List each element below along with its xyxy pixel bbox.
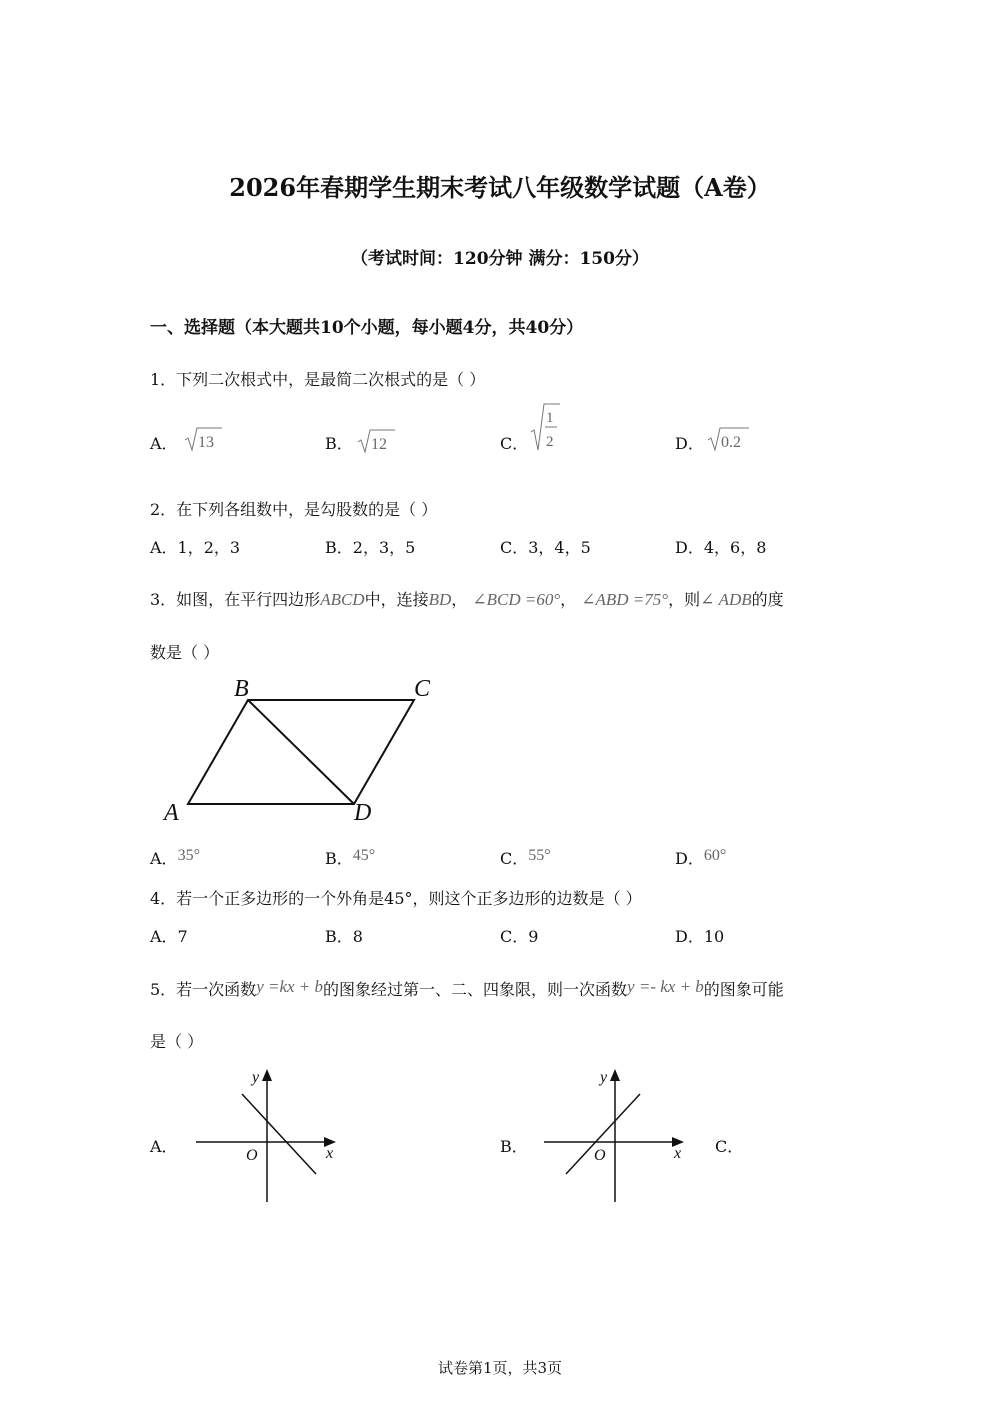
q4-option-c: C．9 [500,927,539,946]
math-angle-abd: ∠ABD =75° [581,590,669,609]
q1-option-d-radical [707,424,751,454]
q1-option-d [675,431,704,454]
origin-label: O [594,1147,606,1164]
option-label: D． [675,434,704,453]
option-value: 45° [352,847,376,864]
stem-text: ，则 [668,590,701,609]
question-3-stem [150,587,784,610]
question-1-stem: 1．下列二次根式中，是最简二次根式的是（ ） [150,370,486,389]
question-2-stem: 2．在下列各组数中，是勾股数的是（ ） [150,500,438,519]
q2-option-a: A．1，2，3 [150,538,241,557]
stem-text: 中，连接 [364,590,429,609]
q1-option-c [500,431,528,454]
q1-option-b-radical [357,426,397,456]
q1-option-c-radical-fraction [530,402,562,454]
vertex-d-label: D [354,800,372,826]
x-axis-label: x [674,1145,682,1162]
fraction-denominator: 2 [546,434,554,450]
q5-option-b-graph [538,1064,698,1209]
page-footer: 试卷第1页，共3页 [437,1359,563,1377]
radicand: 0.2 [721,434,741,451]
radicand: 13 [198,434,214,451]
q3-option-b [325,846,375,869]
stem-text: ， [560,590,577,609]
q5-option-b-label: B． [500,1137,528,1156]
q5-option-c-label: C． [715,1137,744,1156]
stem-text: 5．若一次函数 [150,980,257,999]
q5-option-a-graph [190,1064,350,1209]
y-axis-label: y [600,1069,608,1086]
y-axis-label: y [252,1069,260,1086]
option-label: A． [150,434,178,453]
math-abcd: ABCD [320,590,365,609]
q3-option-d [675,846,726,869]
option-label: C． [500,434,529,453]
option-value: 55° [528,847,551,864]
q3-option-a [150,846,200,869]
stem-text: ， [451,590,468,609]
q4-option-a: A．7 [150,927,188,946]
math-angle-adb: ∠ ADB [700,590,752,609]
q4-option-b: B．8 [325,927,363,946]
option-label: A． [150,849,178,868]
stem-text: 的度 [751,590,784,609]
option-value: 60° [703,847,727,864]
q2-option-c: C．3，4，5 [500,538,591,557]
q2-option-d: D．4，6，8 [675,538,767,557]
radicand: 12 [371,436,387,453]
fraction-numerator: 1 [546,410,554,426]
math-bd: BD [428,590,452,609]
q5-option-a-label: A． [150,1137,178,1156]
math-function-2: y =- kx + b [627,977,704,996]
x-axis-label: x [326,1145,334,1162]
origin-label: O [246,1147,258,1164]
question-3-stem-line2: 数是（ ） [150,643,220,662]
question-4-stem: 4．若一个正多边形的一个外角是45°，则这个正多边形的边数是（ ） [150,889,642,908]
math-function-1: y =kx + b [256,977,324,996]
q2-option-b: B．2，3，5 [325,538,416,557]
q4-option-d: D．10 [675,927,725,946]
vertex-b-label: B [234,676,249,702]
vertex-c-label: C [414,676,431,702]
q1-option-b [325,431,353,454]
stem-text: 3．如图，在平行四边形 [150,590,321,609]
q1-option-a [150,431,178,454]
exam-subtitle: （考试时间：120分钟 满分：150分） [351,249,649,269]
question-5-stem [150,977,784,1000]
q3-option-c [500,846,551,869]
exam-title: 2026年春期学生期末考试八年级数学试题（A卷） [229,173,771,202]
option-label: B． [325,849,353,868]
option-label: D． [675,849,704,868]
option-value: 35° [177,847,200,864]
math-angle-bcd: ∠BCD =60° [472,590,561,609]
stem-text: 的图象经过第一、二、四象限，则一次函数 [323,980,628,999]
vertex-a-label: A [164,800,179,826]
question-5-stem-line2: 是（ ） [150,1032,204,1051]
q1-option-a-radical [184,424,224,454]
option-label: B． [325,434,353,453]
option-label: C． [500,849,529,868]
parallelogram-figure [160,672,450,832]
section-heading: 一、选择题（本大题共10个小题，每小题4分，共40分） [150,318,584,338]
stem-text: 的图象可能 [703,980,784,999]
